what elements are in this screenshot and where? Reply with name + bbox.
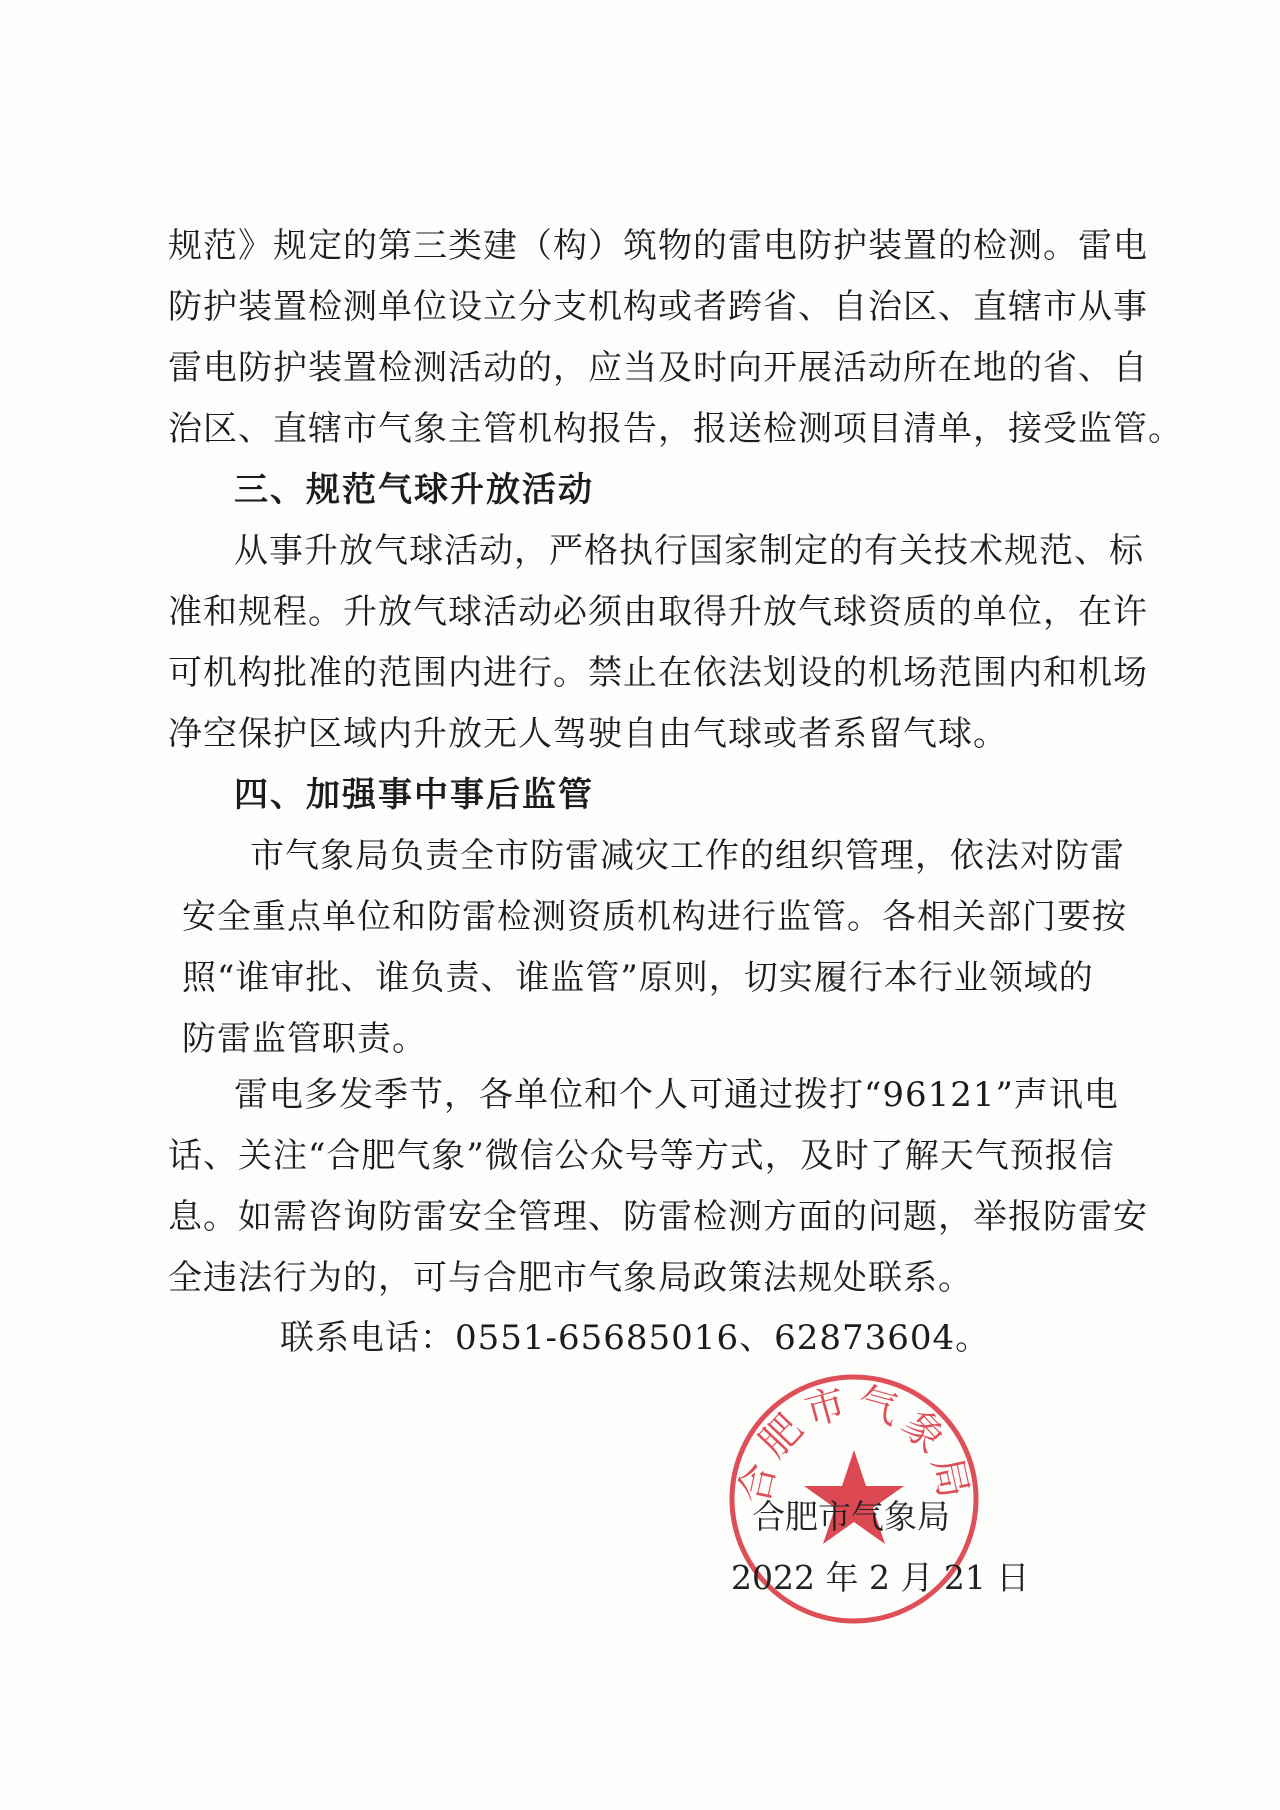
signature-date: 2022 年 2 月 21 日: [731, 1558, 1030, 1597]
contact-phone: 联系电话：0551-65685016、62873604。: [280, 1318, 991, 1358]
section-4-title: 四、加强事中事后监管: [234, 775, 594, 815]
notice-line-3: 息。如需咨询防雷安全管理、防雷检测方面的问题，举报防雷安: [168, 1197, 1148, 1237]
section-4-line-1: 市气象局负责全市防雷减灾工作的组织管理，依法对防雷: [250, 836, 1125, 876]
section-4-line-3: 照“谁审批、谁负责、谁监管”原则，切实履行本行业领域的: [182, 958, 1094, 998]
section-3-line-4: 净空保护区域内升放无人驾驶自由气球或者系留气球。: [168, 714, 1008, 754]
section-3-line-1: 从事升放气球活动，严格执行国家制定的有关技术规范、标: [234, 531, 1144, 571]
body-line-2: 防护装置检测单位设立分支机构或者跨省、自治区、直辖市从事: [168, 287, 1148, 327]
section-3-line-3: 可机构批准的范围内进行。禁止在依法划设的机场范围内和机场: [168, 653, 1148, 693]
notice-line-1: 雷电多发季节，各单位和个人可通过拨打“96121”声讯电: [234, 1075, 1119, 1115]
body-line-1: 规范》规定的第三类建（构）筑物的雷电防护装置的检测。雷电: [168, 226, 1148, 266]
section-3-title: 三、规范气球升放活动: [234, 470, 594, 510]
body-line-3: 雷电防护装置检测活动的，应当及时向开展活动所在地的省、自: [168, 348, 1148, 388]
section-4-line-2: 安全重点单位和防雷检测资质机构进行监管。各相关部门要按: [182, 897, 1127, 937]
notice-line-2: 话、关注“合肥气象”微信公众号等方式，及时了解天气预报信: [168, 1136, 1115, 1176]
svg-text:合肥市气象局: 合肥市气象局: [731, 1378, 978, 1508]
signature-organization: 合肥市气象局: [752, 1497, 950, 1536]
body-line-4: 治区、直辖市气象主管机构报告，报送检测项目清单，接受监管。: [168, 409, 1183, 449]
section-4-line-4: 防雷监管职责。: [182, 1019, 427, 1059]
notice-line-4: 全违法行为的，可与合肥市气象局政策法规处联系。: [168, 1258, 973, 1298]
section-3-line-2: 准和规程。升放气球活动必须由取得升放气球资质的单位，在许: [168, 592, 1148, 632]
